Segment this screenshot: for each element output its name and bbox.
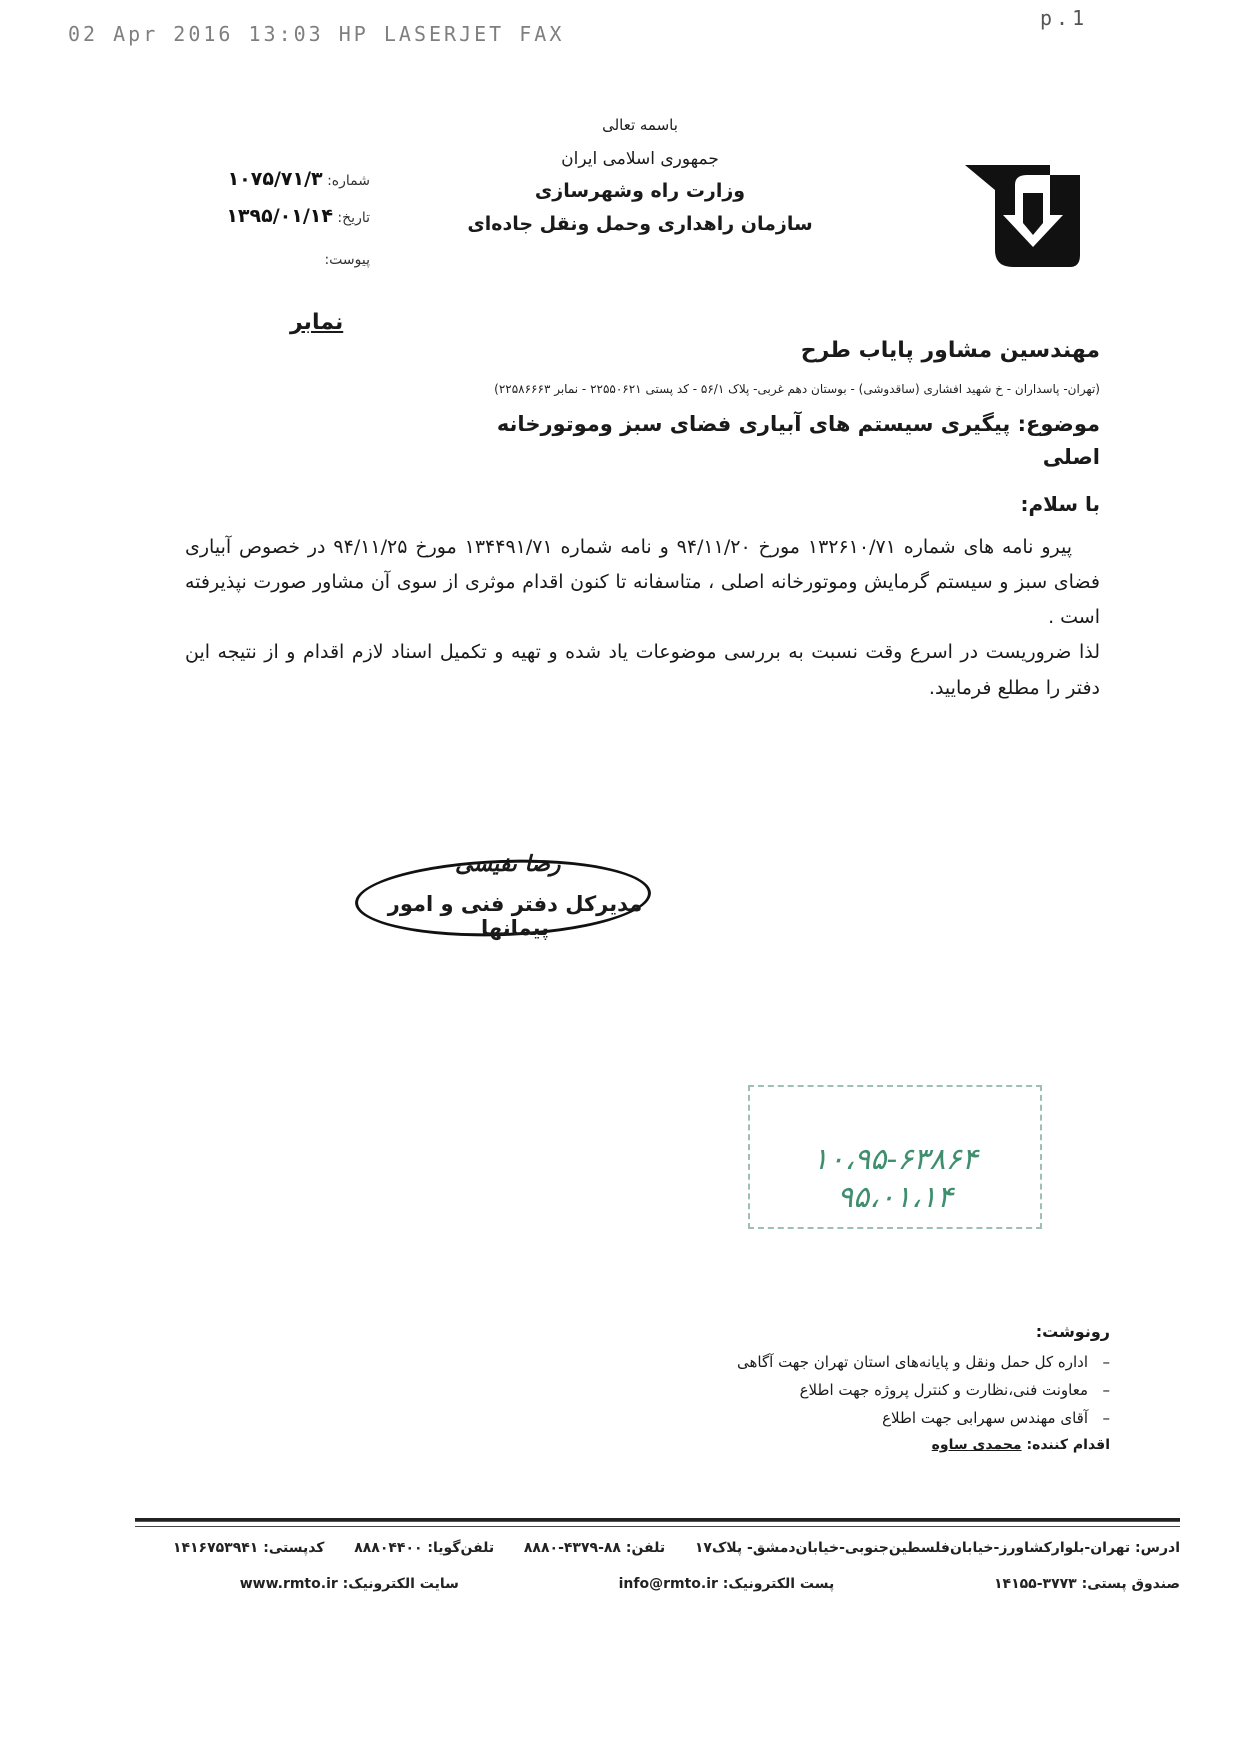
fax-label: نمابر — [290, 310, 344, 335]
registration-stamp — [748, 1085, 1042, 1229]
letter-date-label: تاریخ: — [337, 210, 370, 226]
letter-date — [190, 205, 370, 227]
body-paragraph-2: لذا ضروریست در اسرع وقت نسبت به بررسی موضوعات یاد شده و تهیه و تکمیل اسناد لازم اقدام و از نتیجه این دفتر را مطلع فرمایید. — [185, 641, 1100, 699]
footer-divider — [135, 1518, 1180, 1522]
stamp-number: ۱۰،۹۵-۶۳۸۶۴ — [812, 1142, 978, 1177]
letter-number — [190, 168, 370, 190]
cc-item: –اداره کل حمل ونقل و پایانه‌های استان تهران جهت آگاهی — [737, 1353, 1110, 1371]
body-paragraph-1: پیرو نامه های شماره ۱۳۲۶۱۰/۷۱ مورخ ۹۴/۱۱/۲۰ و نامه شماره ۱۳۴۴۹۱/۷۱ مورخ ۹۴/۱۱/۲۵ در خصوص آبیاری فضای سبز و سیستم گرمایش وموتورخانه اصلی ، متاسفانه تا کنون اقدام موثری از سوی آن مشاور صورت نپذیرفته است . — [185, 536, 1100, 629]
letterhead — [460, 118, 820, 234]
stamp-date: ۹۵،۰۱،۱۴ — [836, 1180, 954, 1215]
cc-title: رونوشت: — [1035, 1322, 1110, 1341]
organization-title: سازمان راهداری وحمل ونقل جاده‌ای — [467, 213, 813, 235]
recipient-address: (تهران- پاسداران - خ شهید افشاری (ساقدوشی) - بوستان دهم غربی- پلاک ۵۶/۱ - کد پستی ۲۲۵۵۰۶۲۱ - نمابر ۲۲۵۸۶۶۶۳) — [494, 382, 1100, 396]
carbon-copy-section — [590, 1322, 1110, 1453]
footer-po-box: صندوق پستی: ۳۷۷۳-۱۴۱۵۵ — [993, 1576, 1180, 1592]
footer-address: ادرس: تهران-بلوارکشاورز-خیابان‌فلسطین‌جنوبی-خیابان‌دمشق- پلاک۱۷ — [694, 1540, 1180, 1556]
fax-transmission-header: 02 Apr 2016 13:03 HP LASERJET FAX — [68, 22, 565, 46]
signature-block — [355, 852, 655, 938]
republic-title: جمهوری اسلامی ایران — [561, 149, 719, 169]
footer-divider-thin — [135, 1526, 1180, 1527]
page-number: p.1 — [1040, 6, 1089, 30]
footer-postal-code: کدپستی: ۱۴۱۶۷۵۳۹۴۱ — [172, 1540, 325, 1556]
action-name: محمدی ساوه — [931, 1437, 1022, 1453]
signatory-name: رضا نفیسی — [455, 852, 561, 877]
letter-attachment — [190, 252, 370, 268]
letter-body — [185, 530, 1100, 706]
greeting: با سلام: — [1020, 492, 1100, 516]
letter-number-label: شماره: — [327, 173, 370, 189]
signatory-title: مدیرکل دفتر فنی و امور پیمانها — [387, 892, 643, 940]
subject-line — [460, 408, 1100, 473]
action-label: اقدام کننده: — [1026, 1437, 1110, 1453]
cc-item: –معاونت فنی،نظارت و کنترل پروژه جهت اطلاع — [799, 1381, 1110, 1399]
footer-line-2 — [135, 1576, 1180, 1592]
basmala: باسمه تعالی — [602, 116, 678, 134]
footer-voice-phone: تلفن‌گویا: ۸۸۸۰۴۴۰۰ — [354, 1540, 495, 1556]
footer-email: پست الکترونیک: info@rmto.ir — [618, 1576, 835, 1592]
footer-phone: تلفن: ۸۸-۴۳۷۹-۸۸۸۰ — [523, 1540, 666, 1556]
rmto-logo-icon — [955, 155, 1085, 275]
footer-line-1 — [135, 1540, 1180, 1556]
ministry-title: وزارت راه وشهرسازی — [534, 180, 746, 202]
letter-attachment-label: پیوست: — [324, 252, 370, 268]
letter-date-value: ۱۳۹۵/۰۱/۱۴ — [226, 205, 333, 227]
cc-item: –آقای مهندس سهرابی جهت اطلاع — [882, 1409, 1110, 1427]
letter-number-value: ۱۰۷۵/۷۱/۳ — [227, 168, 323, 190]
recipient-name: مهندسین مشاور پایاب طرح — [800, 338, 1100, 363]
subject-text: پیگیری سیستم های آبیاری فضای سبز وموتورخانه اصلی — [496, 412, 1100, 469]
subject-label: موضوع: — [1017, 412, 1100, 436]
action-officer — [590, 1437, 1110, 1453]
footer-website: سایت الکترونیک: www.rmto.ir — [239, 1576, 459, 1592]
